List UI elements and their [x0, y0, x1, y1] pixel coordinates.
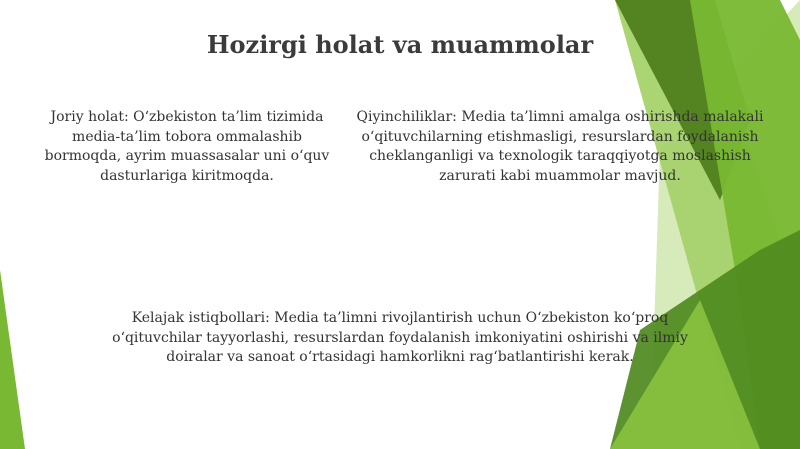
future-prospects-text: Kelajak istiqbollari: Media ta’limni rivojlantirish uchun O‘zbekiston ko‘proq o‘qituvchilar tayyorlashi, resurslardan foydalanish imkoniyatini oshirishi va ilmiy doiralar va sanoat o‘rtasidagi hamkorlikni rag‘batlantirishi kerak. [112, 310, 688, 365]
facet-left-edge [0, 270, 25, 449]
challenges-text: Qiyinchiliklar: Media ta’limni amalga oshirishda malakali o‘qituvchilarning etishmasligi, resurslardan foydalanish cheklanganligi va texnologik taraqqiyotga moslashish zarurati kabi muammolar mavjud. [356, 109, 764, 184]
slide-title: Hozirgi holat va muammolar [206, 30, 594, 59]
current-state-text: Joriy holat: O‘zbekiston ta’lim tizimida media-ta’lim tobora ommalashib bormoqda, ayrim muassasalar uni o‘quv dasturlariga kiritmoqda. [44, 109, 330, 184]
